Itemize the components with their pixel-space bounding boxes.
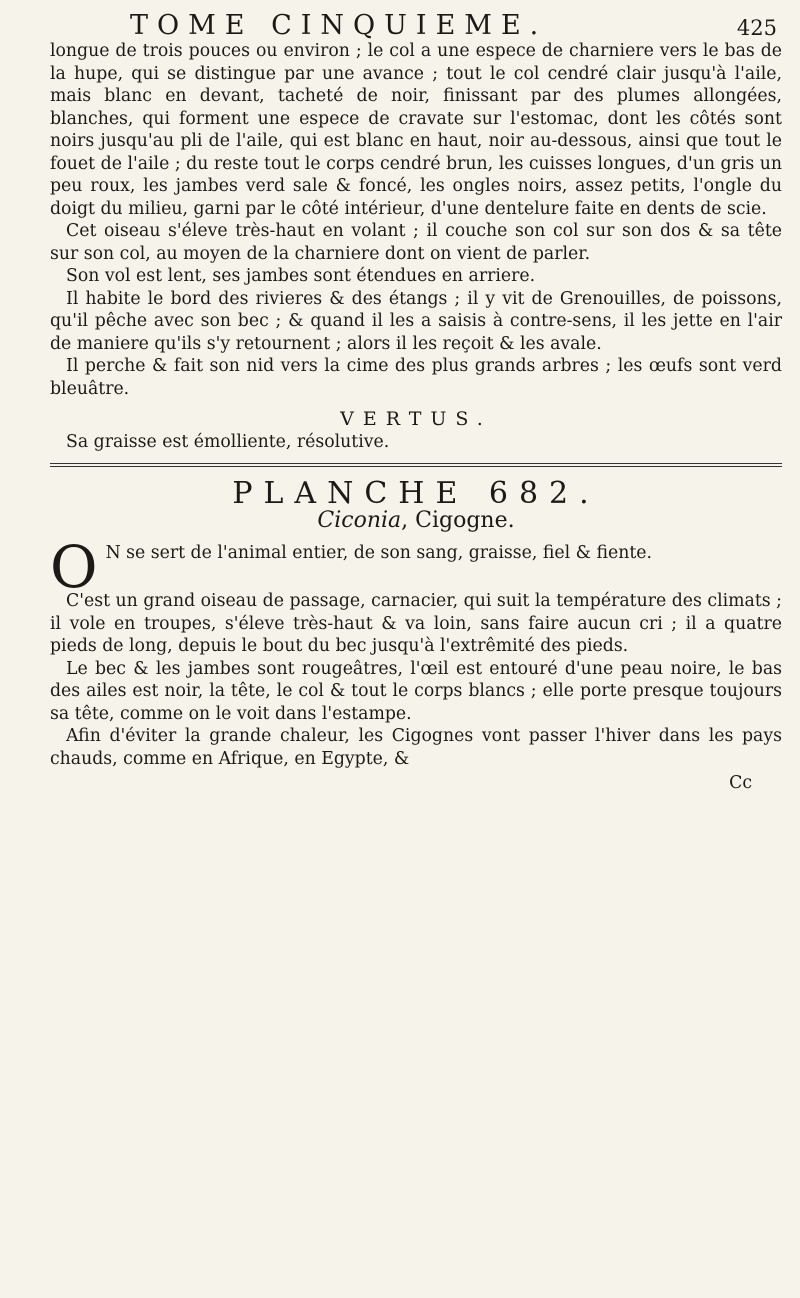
vertus-text: Sa graisse est émolliente, résolutive. <box>66 431 390 452</box>
paragraph: longue de trois pouces ou environ ; le col a une espece de charniere vers le bas de la hupe, qui se distingue par une avance ; tout le col cendré clair jusqu'à l'aile, mais blanc en devant, tacheté de noir, finissant par des plumes allongées, blanches, qui forment une espece de cravate sur l'estomac, dont les côtés sont noirs jusqu'au pli de l'aile, qui est blanc en haut, noir au-dessous, ainsi que tout le fouet de l'aile ; du reste tout le corps cendré brun, les cuisses longues, d'un gris un peu roux, les jambes verd sale & foncé, les ongles noirs, assez petits, l'ongle du doigt du milieu, garni par le côté intérieur, d'une dentelure faite en dents de scie. <box>50 41 782 219</box>
plate-subtitle <box>50 507 782 533</box>
text-column <box>50 40 782 795</box>
vertus-heading: VERTUS. <box>340 408 492 430</box>
plate-intro-text: N se sert de l'animal entier, de son sang, graisse, fiel & fiente. <box>105 543 653 563</box>
paragraph: C'est un grand oiseau de passage, carnacier, qui suit la température des climats ; il vole en troupes, s'éleve très-haut & va loin, sans faire aucun cri ; il a quatre pieds de long, depuis le bout du bec jusqu'à l'extrêmité des pieds. <box>50 591 782 656</box>
catchword: Cc <box>729 773 752 793</box>
page-header <box>45 10 785 44</box>
paragraph: Cet oiseau s'éleve très-haut en volant ; il couche son col sur son dos & sa tête sur son col, au moyen de la charniere dont on vient de parler. <box>50 221 782 264</box>
plate-title: PLANCHE 682. <box>232 476 600 511</box>
running-head: TOME CINQUIEME. <box>130 10 548 41</box>
paragraph: Il perche & fait son nid vers la cime des plus grands arbres ; les œufs sont verd bleuâtre. <box>50 356 782 399</box>
french-name: , Cigogne. <box>401 507 515 533</box>
paragraph: Le bec & les jambes sont rougeâtres, l'œil est entouré d'une peau noire, le bas des ailes est noir, la tête, le col & tout le corps blancs ; elle porte presque toujours sa tête, comme on le voit dans l'estampe. <box>50 658 782 724</box>
paragraph: Il habite le bord des rivieres & des étangs ; il y vit de Grenouilles, de poissons, qu'il pêche avec son bec ; & quand il les a saisis à contre-sens, il les jette en l'air de maniere qu'ils s'y retournent ; alors il les reçoit & les avale. <box>50 288 782 354</box>
plate-intro <box>50 533 782 601</box>
paragraph: Son vol est lent, ses jambes sont étendues en arriere. <box>66 266 536 286</box>
page-number: 425 <box>736 16 777 40</box>
latin-name: Ciconia <box>317 507 402 533</box>
paragraph: Afin d'éviter la grande chaleur, les Cigognes vont passer l'hiver dans les pays chauds, comme en Afrique, en Egypte, & <box>50 726 782 769</box>
section-divider <box>50 463 782 467</box>
drop-cap: O <box>50 533 98 601</box>
